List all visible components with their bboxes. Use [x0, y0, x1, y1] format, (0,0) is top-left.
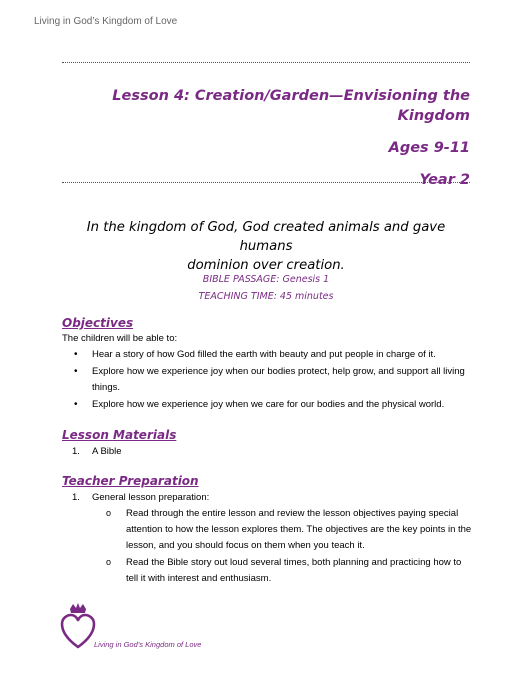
objectives-list	[62, 347, 472, 414]
list-number: 1.	[72, 492, 80, 503]
teaching-time: TEACHING TIME: 45 minutes	[198, 291, 334, 302]
theme-line: dominion over creation.	[187, 258, 345, 273]
materials-heading: Lesson Materials	[62, 428, 177, 442]
bible-passage: BIBLE PASSAGE: Genesis 1	[202, 274, 330, 285]
list-item: • Explore how we experience joy when we care for our bodies and the physical world.	[62, 397, 472, 413]
lesson-title: Lesson 4: Creation/Garden—Envisioning the Kingdom	[112, 88, 470, 124]
age-range: Ages 9-11	[388, 140, 470, 156]
bottom-divider	[62, 182, 470, 183]
materials-list	[62, 444, 472, 460]
list-item: o Read through the entire lesson and review the lesson objectives paying special attention to how the lesson explores them. The objectives are the key points in the lesson, and you should focus on them when you teach it.	[106, 506, 472, 554]
footer-text: Living in God’s Kingdom of Love	[94, 640, 202, 649]
passage-block	[62, 271, 470, 305]
list-number: 1.	[72, 446, 80, 457]
list-item: o Read the Bible story out loud several times, both planning and practicing how to tell it with interest and enthusiasm.	[106, 555, 472, 587]
theme-statement	[62, 218, 470, 275]
running-header: Living in God’s Kingdom of Love	[34, 16, 178, 27]
theme-line: In the kingdom of God, God created animals and gave humans	[86, 220, 446, 254]
heart-crown-logo-icon	[60, 603, 96, 651]
title-block	[62, 86, 470, 190]
list-item	[62, 444, 472, 460]
list-item: • Explore how we experience joy when our bodies protect, help grow, and support all living things.	[62, 364, 472, 396]
list-item: • Hear a story of how God filled the earth with beauty and put people in charge of it.	[62, 347, 472, 363]
list-text: A Bible	[92, 446, 122, 457]
objectives-heading: Objectives	[62, 316, 134, 330]
preparation-heading: Teacher Preparation	[62, 474, 199, 488]
objectives-intro: The children will be able to:	[62, 333, 178, 344]
preparation-list	[62, 490, 472, 506]
preparation-sublist	[106, 506, 472, 588]
list-item	[62, 490, 472, 506]
year-label: Year 2	[419, 172, 470, 188]
top-divider	[62, 62, 470, 63]
list-text: General lesson preparation:	[92, 492, 210, 503]
